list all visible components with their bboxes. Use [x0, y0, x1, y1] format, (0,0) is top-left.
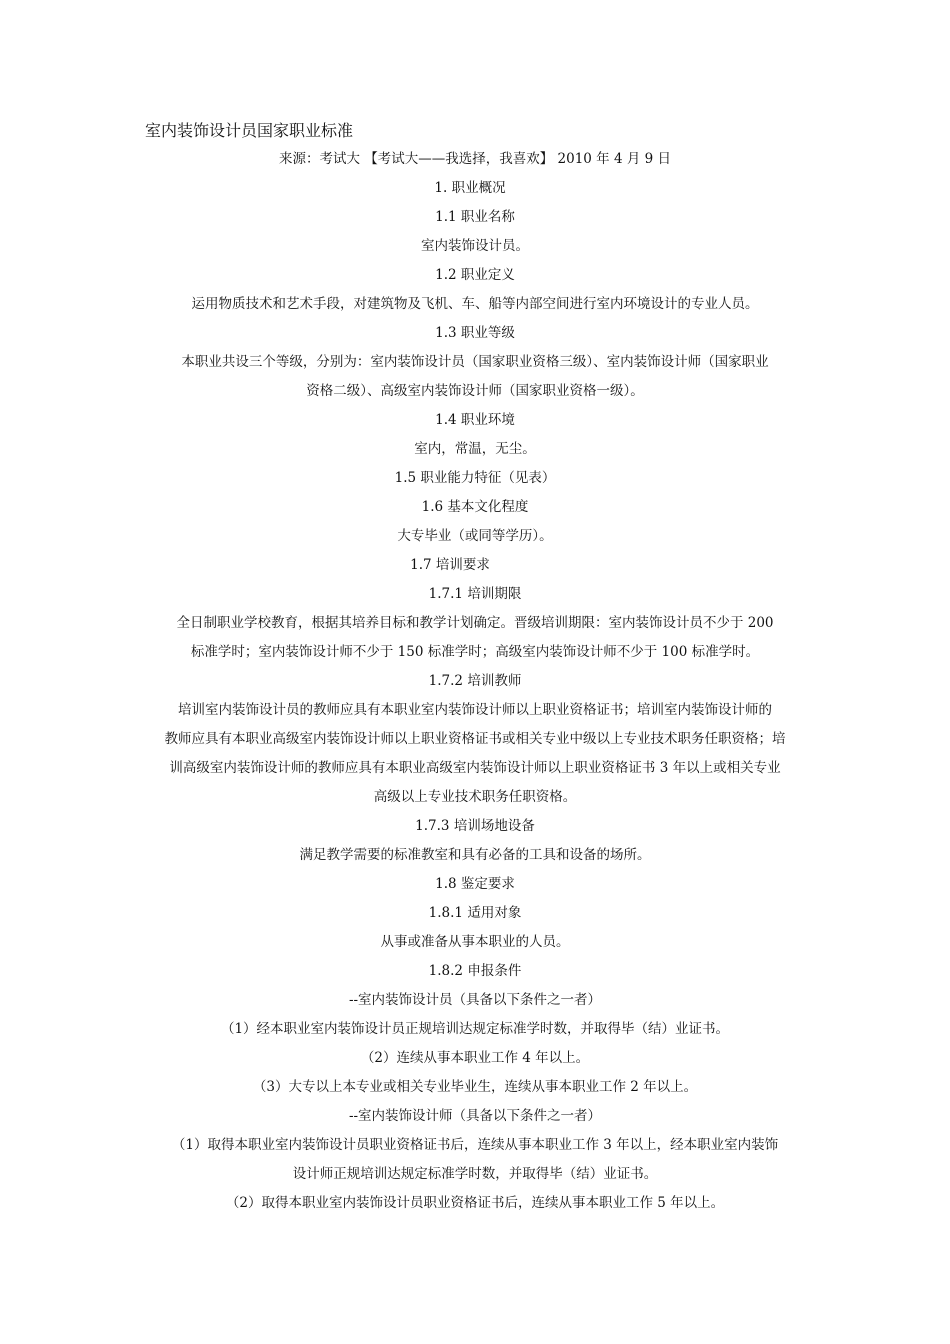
section-heading-1-6: 1.6 基本文化程度	[421, 499, 529, 515]
section-heading-1: 1. 职业概况	[434, 180, 506, 196]
paragraph-line: 高级以上专业技术职务任职资格。	[373, 789, 577, 805]
list-item-line: （1）取得本职业室内装饰设计员职业资格证书后，连续从事本职业工作 3 年以上，经本职业室内装饰	[171, 1137, 779, 1153]
section-heading-1-7-2: 1.7.2 培训教师	[428, 673, 522, 689]
paragraph-line: 教师应具有本职业高级室内装饰设计师以上职业资格证书或相关专业中级以上专业技术职务任职资格；培	[164, 731, 786, 747]
paragraph-line: 从事或准备从事本职业的人员。	[380, 934, 570, 950]
paragraph-line: 全日制职业学校教育，根据其培养目标和教学计划确定。晋级培训期限：室内装饰设计员不少于 200	[176, 615, 774, 631]
section-heading-1-4: 1.4 职业环境	[435, 412, 515, 428]
document-title: 室内装饰设计员国家职业标准	[145, 121, 354, 140]
paragraph-line: 室内，常温，无尘。	[414, 441, 536, 457]
list-item-line: 设计师正规培训达规定标准学时数，并取得毕（结）业证书。	[292, 1166, 658, 1182]
section-heading-1-8: 1.8 鉴定要求	[435, 876, 515, 892]
list-item-line: （3）大专以上本专业或相关专业毕业生，连续从事本职业工作 2 年以上。	[252, 1079, 698, 1095]
section-heading-1-8-2: 1.8.2 申报条件	[428, 963, 522, 979]
list-item-line: （2）取得本职业室内装饰设计员职业资格证书后，连续从事本职业工作 5 年以上。	[225, 1195, 725, 1211]
list-item-line: （2）连续从事本职业工作 4 年以上。	[360, 1050, 590, 1066]
paragraph-line: 本职业共设三个等级，分别为：室内装饰设计员（国家职业资格三级）、室内装饰设计师（国家职业	[181, 354, 769, 370]
section-heading-1-7-1: 1.7.1 培训期限	[428, 586, 522, 602]
section-heading-1-1: 1.1 职业名称	[435, 209, 515, 225]
list-item-line: （1）经本职业室内装饰设计员正规培训达规定标准学时数，并取得毕（结）业证书。	[220, 1021, 730, 1037]
paragraph-line: 资格二级）、高级室内装饰设计师（国家职业资格一级）。	[306, 383, 644, 399]
section-heading-1-2: 1.2 职业定义	[435, 267, 515, 283]
paragraph-line: 室内装饰设计员。	[421, 238, 529, 254]
subheading-line: --室内装饰设计员（具备以下条件之一者）	[348, 992, 602, 1008]
section-heading-1-5: 1.5 职业能力特征（见表）	[394, 470, 556, 486]
section-heading-1-8-1: 1.8.1 适用对象	[428, 905, 522, 921]
paragraph-line: 标准学时；室内装饰设计师不少于 150 标准学时；高级室内装饰设计师不少于 100 标准学时。	[190, 644, 760, 660]
paragraph-line: 训高级室内装饰设计师的教师应具有本职业高级室内装饰设计师以上职业资格证书 3 年以上或相关专业	[169, 760, 781, 776]
subheading-line: --室内装饰设计师（具备以下条件之一者）	[348, 1108, 602, 1124]
section-heading-1-3: 1.3 职业等级	[435, 325, 515, 341]
paragraph-line: 大专毕业（或同等学历）。	[397, 528, 553, 544]
paragraph-line: 培训室内装饰设计员的教师应具有本职业室内装饰设计师以上职业资格证书；培训室内装饰设计师的	[178, 702, 772, 718]
section-heading-1-7-3: 1.7.3 培训场地设备	[415, 818, 535, 834]
paragraph-line: 运用物质技术和艺术手段，对建筑物及飞机、车、船等内部空间进行室内环境设计的专业人员。	[191, 296, 759, 312]
source-line: 来源：考试大 【考试大——我选择，我喜欢】 2010 年 4 月 9 日	[278, 151, 672, 167]
paragraph-line: 满足教学需要的标准教室和具有必备的工具和设备的场所。	[299, 847, 651, 863]
section-heading-1-7: 1.7 培训要求	[410, 557, 490, 573]
